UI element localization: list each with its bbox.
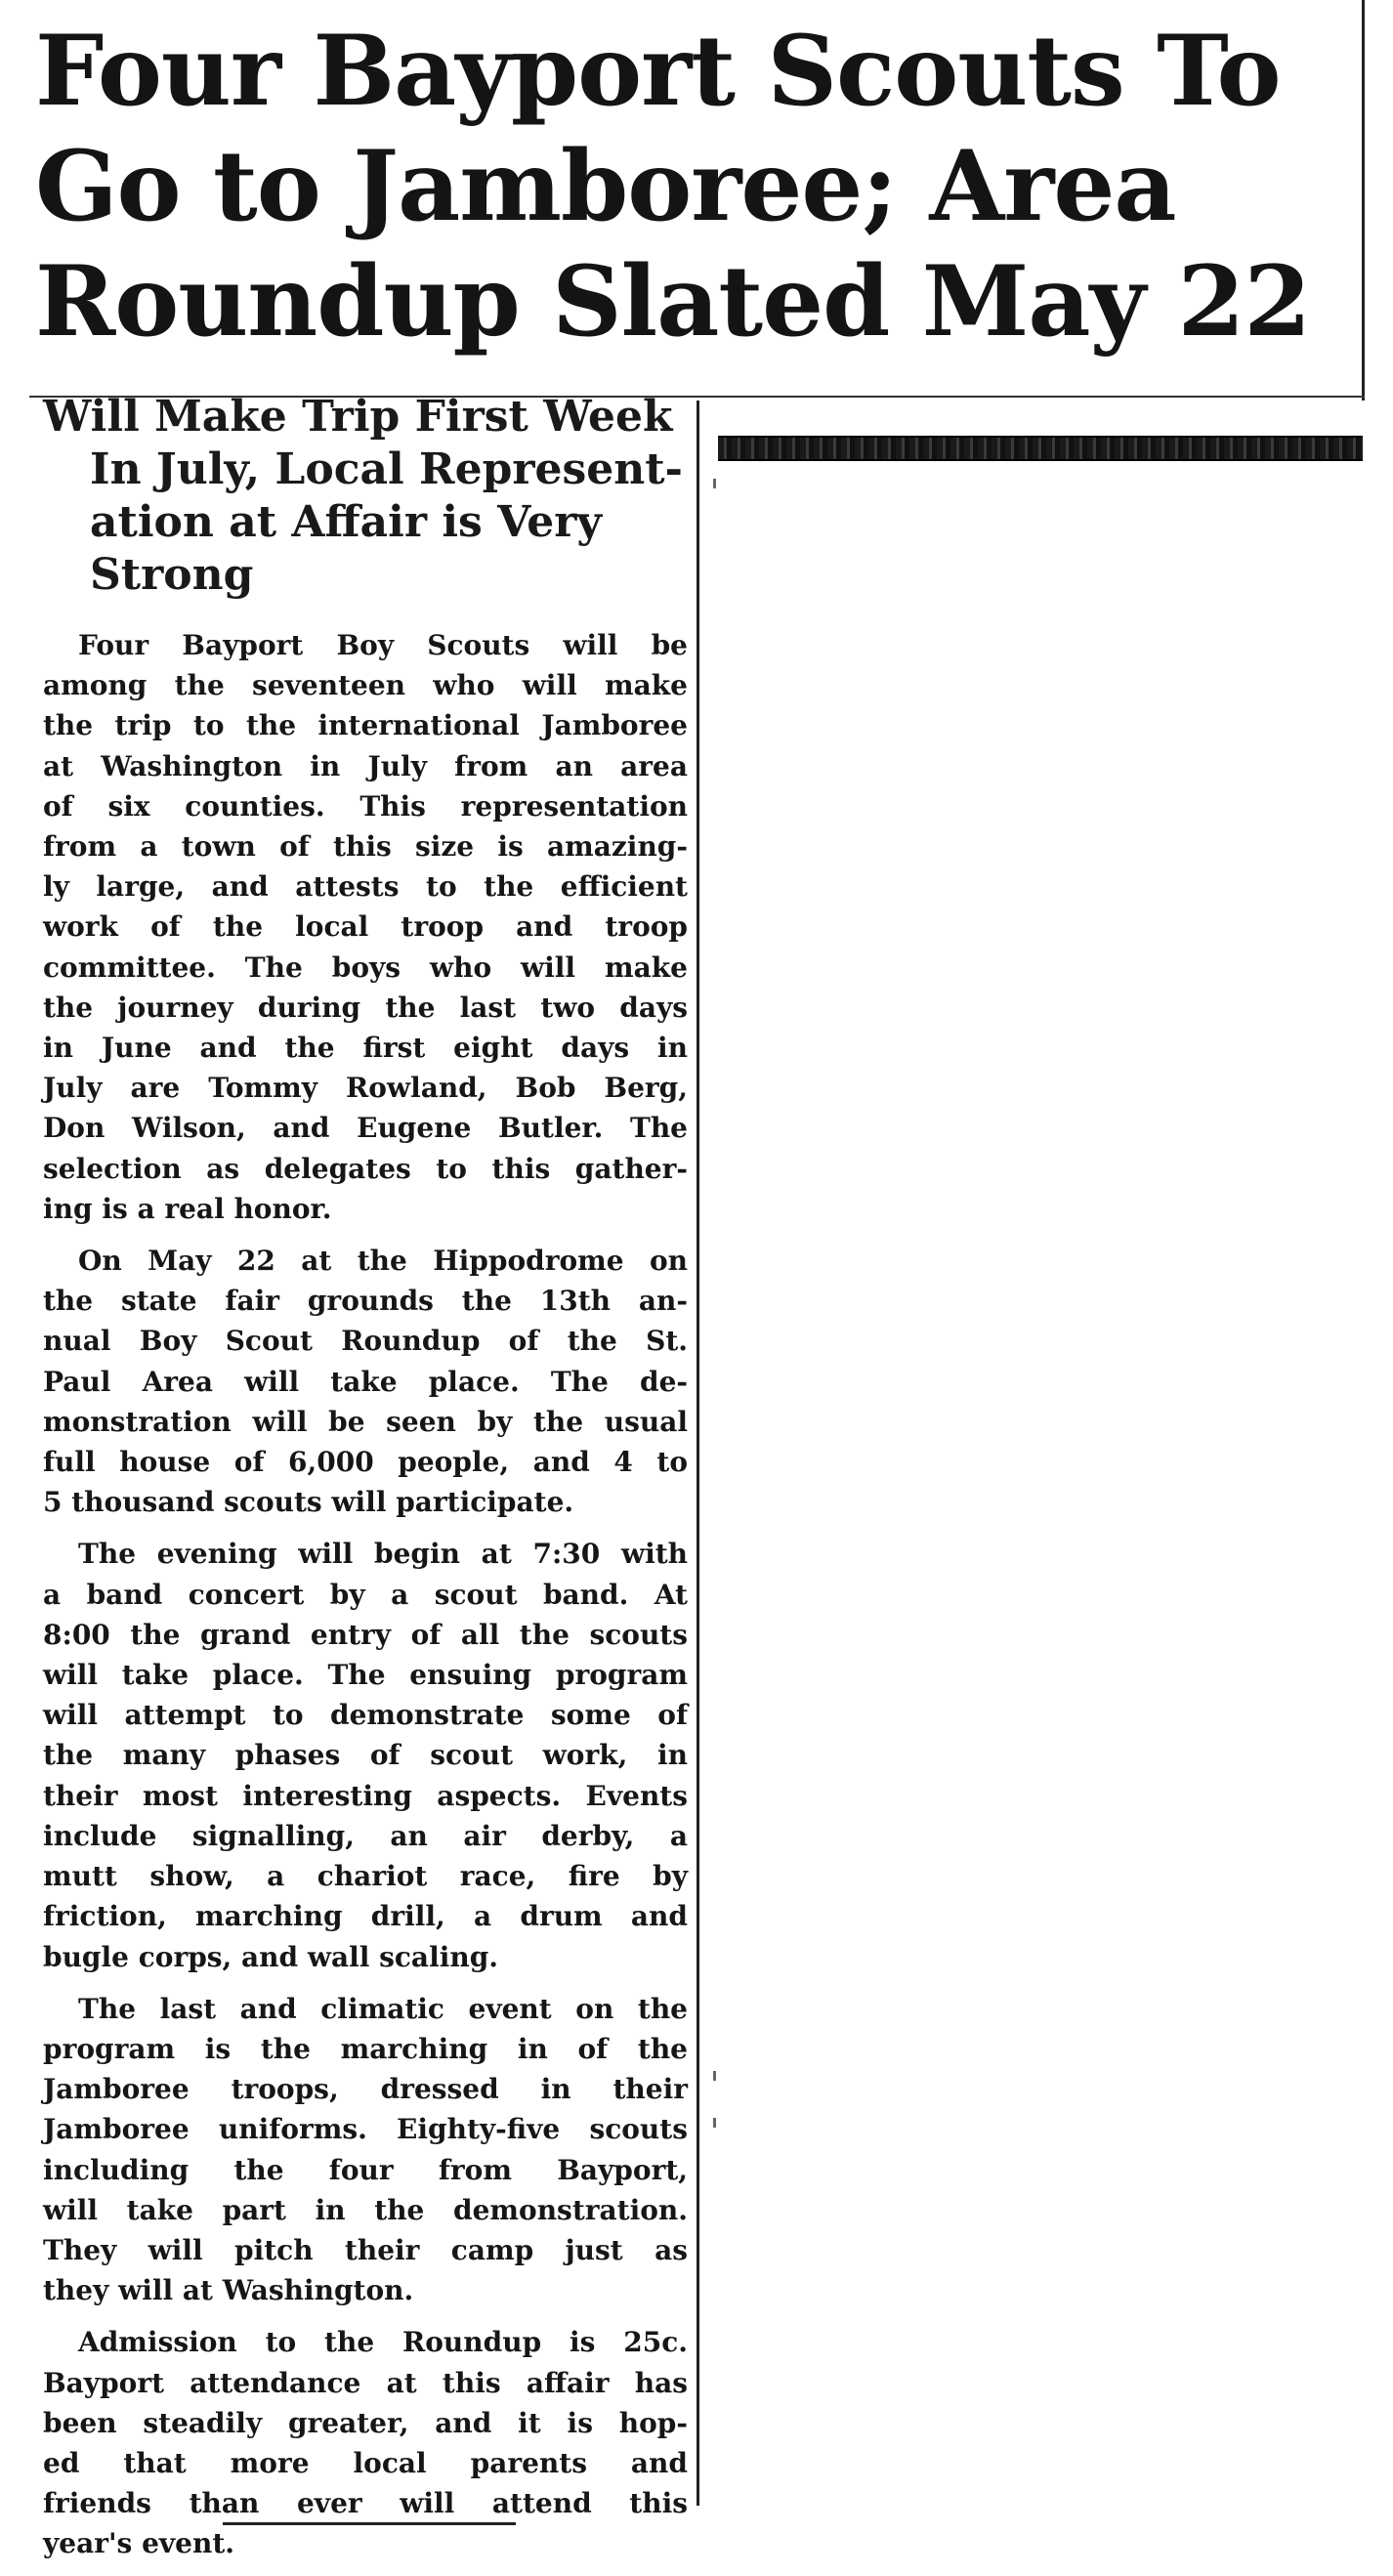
article-line: Paul Area will take place. The de- — [43, 1365, 688, 1398]
article-line: ly large, and attests to the efficient — [43, 870, 688, 904]
article-line: On May 22 at the Hippodrome on — [78, 1245, 688, 1278]
article-line: in June and the first eight days in — [43, 1032, 688, 1065]
headline-line: Four Bayport Scouts To — [35, 15, 1281, 128]
subhead-line: ation at Affair is Very — [90, 497, 602, 547]
article-paragraph — [43, 1989, 688, 2311]
article-line: July are Tommy Rowland, Bob Berg, — [43, 1072, 688, 1105]
article-paragraph — [43, 625, 688, 1229]
article-line: will take part in the demonstration. — [43, 2193, 688, 2226]
subhead-line: Strong — [90, 550, 254, 600]
column-rule-top — [1362, 0, 1365, 401]
article-line: nual Boy Scout Roundup of the St. — [43, 1325, 688, 1358]
article-line: will attempt to demonstrate some of — [43, 1699, 688, 1732]
article-line: including the four from Bayport, — [43, 2153, 688, 2186]
article-line: Jamboree troops, dressed in their — [43, 2073, 688, 2106]
article-line: Admission to the Roundup is 25c. — [78, 2326, 688, 2359]
decorative-bar — [718, 436, 1363, 461]
headline — [35, 14, 1344, 359]
article-line: work of the local troop and troop — [43, 910, 688, 944]
article-paragraph — [43, 1241, 688, 1522]
speck-mark — [713, 2118, 716, 2128]
headline-line: Roundup Slated May 22 — [35, 245, 1311, 359]
article-paragraph — [43, 2322, 688, 2563]
article-line: mutt show, a chariot race, fire by — [43, 1860, 688, 1893]
speck-mark — [713, 479, 716, 488]
end-rule — [223, 2522, 516, 2525]
article-line: friends than ever will attend this — [43, 2487, 688, 2520]
article-line: a band concert by a scout band. At — [43, 1578, 688, 1611]
article-line: committee. The boys who will make — [43, 950, 688, 984]
article-line: friction, marching drill, a drum and — [43, 1900, 688, 1933]
article-line: the trip to the international Jamboree — [43, 709, 688, 742]
article-line: Four Bayport Boy Scouts will be — [78, 629, 688, 661]
column-divider — [696, 401, 699, 2506]
article-line: monstration will be seen by the usual — [43, 1405, 688, 1438]
article-line: 8:00 the grand entry of all the scouts — [43, 1618, 688, 1651]
article-line: they will at Washington. — [43, 2274, 414, 2307]
headline-line: Go to Jamboree; Area — [35, 130, 1176, 243]
article-line: The last and climatic event on the — [78, 1992, 688, 2025]
article-line: bugle corps, and wall scaling. — [43, 1940, 499, 1973]
article-line: Bayport attendance at this affair has — [43, 2366, 688, 2399]
article-line: selection as delegates to this gather- — [43, 1152, 688, 1185]
article-line: at Washington in July from an area — [43, 749, 688, 782]
article-line: Jamboree uniforms. Eighty-five scouts — [43, 2113, 688, 2146]
article-line: their most interesting aspects. Events — [43, 1779, 688, 1812]
subhead-line: In July, Local Represent- — [90, 444, 683, 494]
article-line: The evening will begin at 7:30 with — [78, 1538, 688, 1571]
article-line: ed that more local parents and — [43, 2446, 688, 2479]
article-line: will take place. The ensuing program — [43, 1659, 688, 1692]
article-line: among the seventeen who will make — [43, 669, 688, 702]
article-line: program is the marching in of the — [43, 2032, 688, 2065]
article-line: They will pitch their camp just as — [43, 2233, 688, 2266]
article-line: include signalling, an air derby, a — [43, 1819, 688, 1852]
article-line: 5 thousand scouts will participate. — [43, 1486, 574, 1519]
subhead-line: Will Make Trip First Week — [43, 392, 673, 442]
article-body — [43, 625, 688, 2576]
article-line: Don Wilson, and Eugene Butler. The — [43, 1112, 688, 1145]
article-paragraph — [43, 1534, 688, 1976]
article-line: of six counties. This representation — [43, 789, 688, 823]
article-line: the journey during the last two days — [43, 991, 688, 1024]
article-line: the state fair grounds the 13th an- — [43, 1285, 688, 1318]
article-line: from a town of this size is amazing- — [43, 830, 688, 864]
speck-mark — [713, 2071, 716, 2081]
article-line: year's event. — [43, 2527, 234, 2560]
subheadline — [43, 391, 688, 602]
article-line: been steadily greater, and it is hop- — [43, 2406, 688, 2439]
article-line: full house of 6,000 people, and 4 to — [43, 1446, 688, 1479]
article-line: ing is a real honor. — [43, 1192, 332, 1225]
article-line: the many phases of scout work, in — [43, 1739, 688, 1772]
